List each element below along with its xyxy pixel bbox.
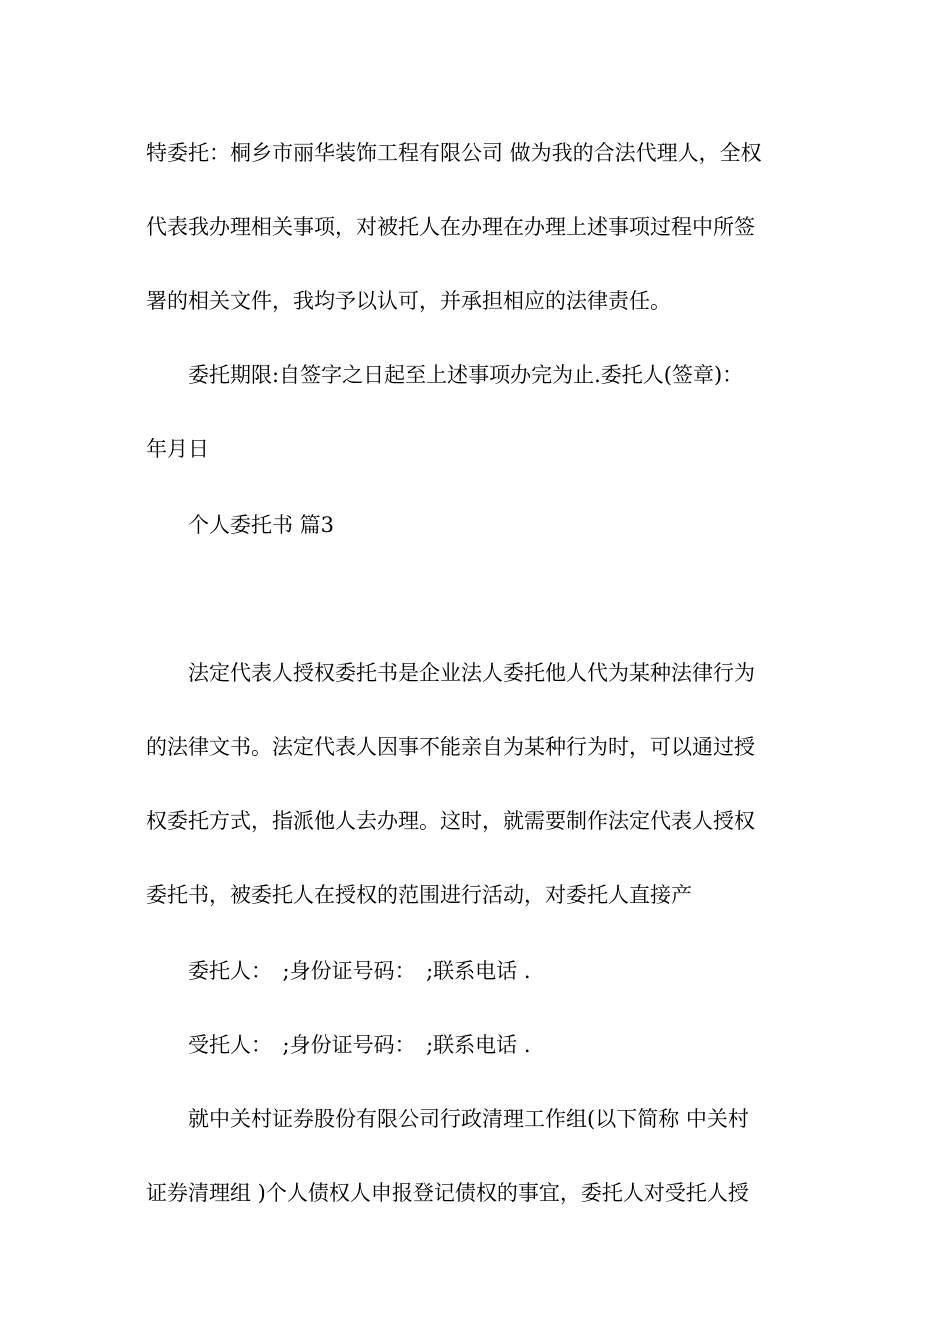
paragraph-line: 特委托：桐乡市丽华装饰工程有限公司 做为我的合法代理人，全权 (146, 141, 762, 165)
paragraph-line: 署的相关文件，我均予以认可，并承担相应的法律责任。 (146, 289, 671, 313)
paragraph-line: 权委托方式，指派他人去办理。这时，就需要制作法定代表人授权 (146, 809, 755, 833)
paragraph-line: 就中关村证券股份有限公司行政清理工作组(以下简称 中关村 (188, 1107, 749, 1131)
agent-info-line: 受托人： ;身份证号码： ;联系电话 . (188, 1033, 531, 1057)
paragraph-line: 的法律文书。法定代表人因事不能亲自为某种行为时，可以通过授 (146, 735, 755, 759)
paragraph-line: 证券清理组 )个人债权人申报登记债权的事宜，委托人对受托人授 (146, 1181, 749, 1205)
date-line: 年月日 (146, 437, 209, 461)
paragraph-line: 委托书，被委托人在授权的范围进行活动，对委托人直接产 (146, 883, 692, 907)
principal-info-line: 委托人： ;身份证号码： ;联系电话 . (188, 959, 531, 983)
paragraph-line: 代表我办理相关事项，对被托人在办理在办理上述事项过程中所签 (146, 215, 755, 239)
section-heading: 个人委托书 篇3 (188, 513, 335, 537)
paragraph-line: 委托期限:自签字之日起至上述事项办完为止.委托人(签章)： (188, 363, 744, 387)
paragraph-line: 法定代表人授权委托书是企业法人委托他人代为某种法律行为 (188, 661, 755, 685)
